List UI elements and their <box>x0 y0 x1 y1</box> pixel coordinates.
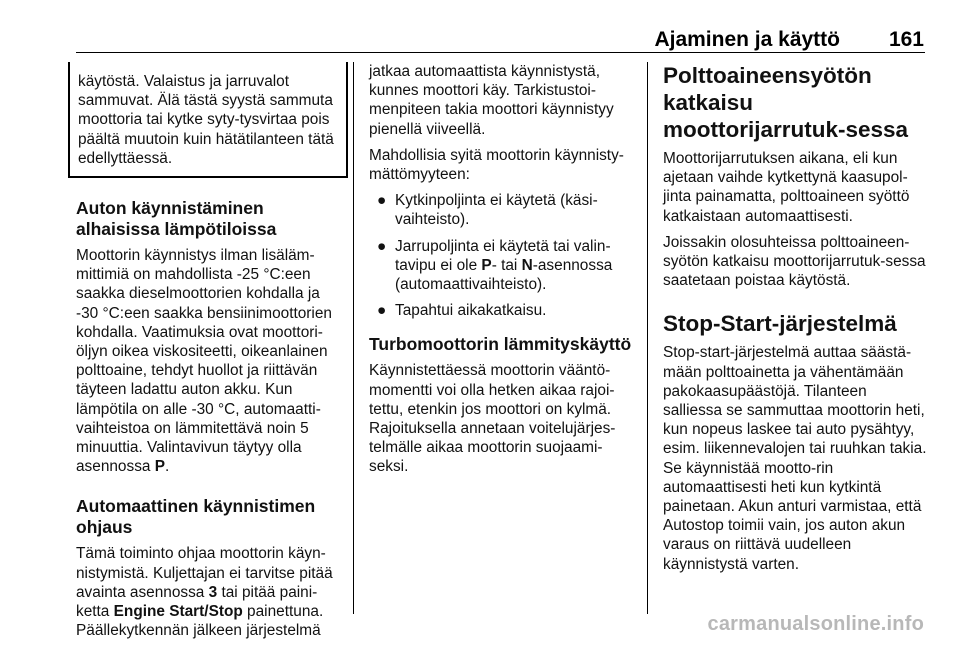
heading-cold-start: Auton käynnistäminen alhaisissa lämpötiloissa <box>76 198 277 240</box>
paragraph-continue: jatkaa automaattista käynnistystä, kunnes moottori käy. Tarkistustoi-menpiteen takia moottori käynnistyy pienellä viiveellä. <box>369 63 614 138</box>
column-3 <box>663 62 929 581</box>
reasons-list <box>369 191 635 320</box>
column-divider <box>353 62 354 614</box>
heading-stop-start: Stop-Start-järjestelmä <box>663 311 897 337</box>
column-2 <box>369 62 635 484</box>
bullet-icon: ● <box>377 302 387 320</box>
page-number: 161 <box>888 28 924 51</box>
paragraph-cold-start: Moottorin käynnistys ilman lisäläm-mittimiä on mahdollista -25 °C:een saakka dieselmoottorien kohdalla ja -30 °C:een saakka bensiinimoottorien kohdalla. Vaatimuksia ovat moottori-öljyn oikea viskositeetti, oikeanlainen polttoaine, tehdyt huollot ja riittävän täyteen ladattu auton akku. Kun lämpötila on alle -30 °C, automaatti-vaihteistoa on lämmitettävä noin 5 minuuttia. Valintavivun täytyy olla asennossa P. <box>76 247 332 476</box>
heading-turbo: Turbomoottorin lämmityskäyttö <box>369 334 632 355</box>
list-item: ● Jarrupoljinta ei käytetä tai valin-tavipu ei ole P- tai N-asennossa (automaattivaihteisto). <box>377 237 613 294</box>
running-head: Ajaminen ja käyttö <box>654 28 840 51</box>
paragraph-stop-start: Stop-start-järjestelmä auttaa säästä-mään polttoainetta ja vähentämään pakokaasupäästöjä. Tilanteen salliessa se sammuttaa moottorin heti, kun nopeus laskee tai auto pysähtyy, esim. liikennevalojen tai ruuhkan takia. Se käynnistää mootto-rin automaattisesti heti kun kytkintä painetaan. Akun anturi varmistaa, että Autostop toimii vain, jos auton akun varaus on riittävä uudelleen käynnistystä varten. <box>663 344 927 573</box>
column-1 <box>76 62 342 647</box>
list-item: ● Kytkinpoljinta ei käytetä (käsi-vaihteisto). <box>377 192 598 229</box>
paragraph-fuel-1: Moottorijarrutuksen aikana, eli kun ajetaan vaihde kytkettynä kaasupol-jinta painamatta, polttoaineen syöttö katkaistaan automaattisesti. <box>663 150 910 225</box>
paragraph-fuel-2: Joissakin olosuhteissa polttoaineen-syötön katkaisu moottorijarrutuk-sessa saatetaan poistaa käytöstä. <box>663 233 926 290</box>
warning-box <box>68 62 348 178</box>
header-rule <box>76 52 925 53</box>
paragraph-auto-starter: Tämä toiminto ohjaa moottorin käyn-nistymistä. Kuljettajan ei tarvitse pitää avainta asennossa 3 tai pitää paini-ketta Engine Start/Stop painettuna. Päällekytkennän jälkeen järjestelmä <box>76 545 333 640</box>
heading-fuel-cutoff: Polttoaineensyötön katkaisu moottorijarrutuk-sessa <box>663 63 909 142</box>
bullet-icon: ● <box>377 237 387 255</box>
warning-text: käytöstä. Valaistus ja jarruvalot sammuvat. Älä tästä syystä sammuta moottoria tai kytke syty-tysvirtaa pois päältä muutoin kuin hätätilanteen tätä edellyttäessä. <box>78 73 334 167</box>
bullet-icon: ● <box>377 192 387 210</box>
watermark: carmanualsonline.info <box>707 613 924 635</box>
column-divider <box>647 62 648 614</box>
list-item: ● Tapahtui aikakatkaisu. <box>377 302 547 320</box>
heading-auto-starter: Automaattinen käynnistimen ohjaus <box>76 496 316 538</box>
paragraph-turbo: Käynnistettäessä moottorin vääntö-momentti voi olla hetken aikaa rajoi-tettu, etenkin jos moottori on kylmä. Rajoituksella annetaan voitelujärjes-telmälle aikaa moottorin suojaami-seksi. <box>369 362 616 476</box>
paragraph-reasons: Mahdollisia syitä moottorin käynnisty-mättömyyteen: <box>369 146 624 184</box>
